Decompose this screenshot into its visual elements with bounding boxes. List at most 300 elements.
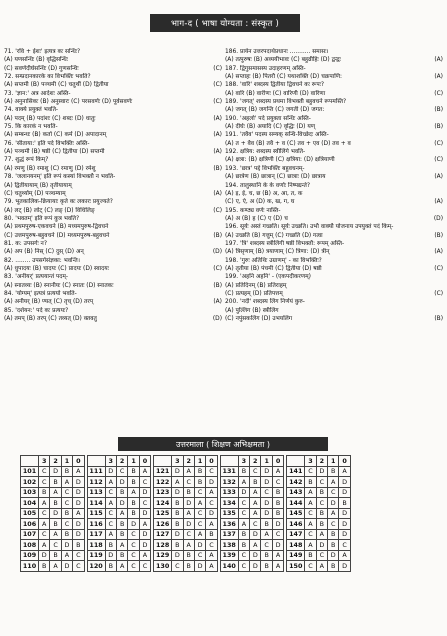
answer-cell: C bbox=[305, 466, 316, 477]
answer-cell: B bbox=[116, 519, 127, 530]
question-number-cell: 106 bbox=[21, 519, 39, 530]
question-number-cell: 123 bbox=[154, 487, 172, 498]
header-cell: 2 bbox=[183, 456, 194, 467]
answer-key bbox=[20, 455, 430, 572]
answer-letter bbox=[210, 73, 222, 81]
question-line bbox=[4, 240, 222, 248]
question-line bbox=[225, 223, 443, 231]
answer-letter bbox=[431, 298, 443, 306]
answer-letter bbox=[431, 182, 443, 190]
question-number-cell: 128 bbox=[154, 540, 172, 551]
answer-letter bbox=[431, 65, 443, 73]
answer-cell: D bbox=[172, 529, 183, 540]
answer-cell: C bbox=[128, 550, 139, 561]
answer-cell: A bbox=[61, 550, 72, 561]
answer-letter bbox=[431, 48, 443, 56]
question-text: 196. सूर्यः अस्तं गच्छति। सूर्यः उच्छति। उभौ वाक्यौ योजनाय उपयुक्तं पदं किम्- bbox=[225, 224, 394, 231]
answer-cell: C bbox=[305, 561, 316, 572]
answer-cell: C bbox=[139, 561, 150, 572]
question-line bbox=[225, 148, 443, 156]
question-number-cell: 132 bbox=[220, 477, 238, 488]
answer-cell: B bbox=[238, 466, 249, 477]
answer-cell: D bbox=[50, 508, 61, 519]
answer-cell: D bbox=[39, 550, 50, 561]
answer-cell: C bbox=[50, 540, 61, 551]
answer-cell: C bbox=[238, 561, 249, 572]
answer-letter: (D) bbox=[212, 316, 222, 322]
question-line bbox=[4, 232, 222, 240]
question-text: (A) जगत् (B) जगन्ति (C) जगती (D) जगत: bbox=[225, 107, 325, 114]
question-line bbox=[225, 207, 443, 215]
answer-letter: (A) bbox=[213, 149, 222, 156]
answer-letter: (C) bbox=[213, 207, 222, 214]
answer-cell: A bbox=[39, 540, 50, 551]
question-line bbox=[4, 207, 222, 215]
answer-cell: A bbox=[139, 550, 150, 561]
answer-cell: A bbox=[61, 477, 72, 488]
answer-cell: B bbox=[305, 477, 316, 488]
answer-cell: C bbox=[194, 508, 205, 519]
header-blank-cell bbox=[154, 456, 172, 467]
question-text: 82. ........ उपसर्गसंज्ञका: भवन्ति। bbox=[4, 257, 80, 264]
answer-cell: D bbox=[73, 498, 84, 509]
question-text: (C) ए, ऐ, अ (D) क, ख, ग, घ bbox=[225, 199, 295, 206]
question-number-cell: 114 bbox=[87, 498, 105, 509]
answer-cell: B bbox=[272, 487, 283, 498]
answer-letter: (B) bbox=[213, 165, 222, 172]
answer-key-title: उत्तरमाला ( शिक्षण अभिक्षमता ) bbox=[118, 437, 328, 451]
answer-cell: A bbox=[206, 561, 217, 572]
answer-cell: D bbox=[183, 498, 194, 509]
answer-letter bbox=[210, 307, 222, 315]
question-text: (A) स्नातव्यः (B) स्नानीयः (C) स्नातः (D) स्नातकः bbox=[4, 282, 114, 289]
question-line bbox=[4, 190, 222, 198]
question-number-cell: 110 bbox=[21, 561, 39, 572]
answer-cell: A bbox=[238, 477, 249, 488]
answer-cell: B bbox=[272, 498, 283, 509]
right-question-column bbox=[225, 48, 443, 416]
answer-cell: D bbox=[105, 466, 116, 477]
answer-cell: A bbox=[206, 550, 217, 561]
answer-cell: A bbox=[105, 477, 116, 488]
answer-cell: D bbox=[250, 561, 261, 572]
question-text: 76. 'सीताया:' इति पदे विभक्तिः अस्ति- bbox=[4, 140, 90, 147]
answer-cell: C bbox=[238, 550, 249, 561]
answer-row bbox=[21, 487, 351, 498]
answer-cell: D bbox=[261, 477, 272, 488]
answer-cell: B bbox=[316, 508, 327, 519]
answer-cell: A bbox=[238, 519, 249, 530]
answer-cell: B bbox=[116, 487, 127, 498]
question-text: 195. कण्ठ्य वर्णः नास्ति- bbox=[225, 207, 281, 214]
answer-letter bbox=[431, 115, 443, 123]
question-text: 73. 'ज्ञान:' अत्र आदेशः अस्ति- bbox=[4, 90, 71, 97]
question-number-cell: 107 bbox=[21, 529, 39, 540]
question-number-cell: 127 bbox=[154, 529, 172, 540]
answer-cell: B bbox=[328, 466, 339, 477]
question-line bbox=[225, 198, 443, 206]
header-cell: 2 bbox=[316, 456, 327, 467]
question-line bbox=[4, 315, 222, 323]
answer-cell: D bbox=[116, 477, 127, 488]
answer-cell: C bbox=[172, 561, 183, 572]
question-text: 84. 'योग्यम्' इत्यत्रं प्रत्ययो भवति- bbox=[4, 290, 77, 297]
answer-cell: A bbox=[194, 529, 205, 540]
question-text: 186. प्रायेन उत्तरपदार्थप्रधानः ........... समासः। bbox=[225, 49, 329, 55]
answer-cell: D bbox=[328, 550, 339, 561]
header-cell: 2 bbox=[116, 456, 127, 467]
answer-cell: C bbox=[206, 498, 217, 509]
question-text: (C) उत्तमपुरुष-बहुवचने (D) मध्यमपुरुष-बहुवचने bbox=[4, 232, 110, 239]
answer-letter bbox=[210, 106, 222, 114]
answer-letter: (B) bbox=[434, 232, 443, 239]
answer-letter bbox=[210, 290, 222, 298]
question-line bbox=[225, 273, 443, 281]
answer-cell: C bbox=[316, 550, 327, 561]
answer-cell: A bbox=[250, 498, 261, 509]
question-number-cell: 116 bbox=[87, 519, 105, 530]
question-line bbox=[225, 315, 443, 323]
answer-row bbox=[21, 561, 351, 572]
answer-cell: A bbox=[305, 540, 316, 551]
answer-cell: A bbox=[261, 529, 272, 540]
question-text: 197. 'त्रि' शब्दस्य स्त्रीलिंगी षष्ठी विभक्तौ: रूपम् अस्ति- bbox=[225, 240, 345, 247]
answer-cell: C bbox=[128, 540, 139, 551]
answer-cell: B bbox=[328, 529, 339, 540]
question-text: 199. 'अहनि अहनि' - (एकपदीकरणम्) bbox=[225, 274, 311, 281]
question-number-cell: 120 bbox=[87, 561, 105, 572]
answer-letter: (A) bbox=[213, 299, 222, 306]
question-line bbox=[225, 215, 443, 223]
answer-cell: C bbox=[250, 466, 261, 477]
answer-cell: C bbox=[261, 487, 272, 498]
question-text: 194. तालुस्थानि के के वर्णाः निष्पद्यन्ते? bbox=[225, 182, 310, 189]
question-line bbox=[225, 115, 443, 123]
question-text: 189. 'जगत्' शब्दस्य प्रथमा विभक्ती बहुवचने रूपमस्ति? bbox=[225, 99, 347, 106]
answer-cell: A bbox=[272, 561, 283, 572]
question-line bbox=[4, 106, 222, 114]
answer-cell: D bbox=[73, 519, 84, 530]
question-text: (C) सवर्णदीर्घसन्धिः (D) गुणसन्धिः bbox=[4, 65, 79, 72]
question-text: (A) प्रथमपुरुष-एकवचने (B) मध्यमपुरुष-द्विवचने bbox=[4, 224, 109, 231]
question-text: (A) छात्रेण (B) छात्रान् (C) छात्राः (D) छात्राय bbox=[225, 174, 326, 181]
question-number-cell: 150 bbox=[287, 561, 305, 572]
answer-cell: A bbox=[305, 487, 316, 498]
answer-cell: B bbox=[172, 519, 183, 530]
answer-cell: D bbox=[183, 519, 194, 530]
question-number-cell: 133 bbox=[220, 487, 238, 498]
answer-cell: B bbox=[50, 519, 61, 530]
answer-cell: D bbox=[250, 550, 261, 561]
question-text: (A) क्षत्रा: (B) क्षत्रिणी (C) क्षत्रिया: (D) क्षत्रियाणी bbox=[225, 157, 335, 164]
question-number-cell: 145 bbox=[287, 508, 305, 519]
question-text: (A) सम्बन्धः (B) कर्ता (C) कर्म (D) अपादानम् bbox=[4, 132, 107, 139]
answer-cell: D bbox=[261, 466, 272, 477]
header-cell: 1 bbox=[194, 456, 205, 467]
answer-letter bbox=[210, 182, 222, 190]
question-text: (A) वारि (B) वारीणः (C) वारिणी (D) वारिणा bbox=[225, 90, 326, 97]
answer-cell: C bbox=[105, 508, 116, 519]
answer-cell: C bbox=[139, 477, 150, 488]
question-number-cell: 149 bbox=[287, 550, 305, 561]
answer-key-table bbox=[20, 455, 351, 572]
answer-letter bbox=[210, 198, 222, 206]
question-text: (A) पुल्लिंग (B) स्त्रीलिंग bbox=[225, 307, 279, 314]
answer-cell: C bbox=[206, 466, 217, 477]
question-text: 192. क्षत्रिय: शब्दस्य स्वीलिंगे भवति- bbox=[225, 149, 306, 156]
answer-cell: C bbox=[250, 519, 261, 530]
answer-cell: C bbox=[194, 519, 205, 530]
answer-cell: D bbox=[73, 529, 84, 540]
answer-cell: B bbox=[116, 529, 127, 540]
question-text: (A) दीर्घः (B) अयादि (C) वृद्धिः (D) यण् bbox=[225, 124, 316, 131]
question-number-cell: 108 bbox=[21, 540, 39, 551]
question-line bbox=[4, 148, 222, 156]
answer-cell: A bbox=[73, 508, 84, 519]
answer-letter: (C) bbox=[434, 140, 443, 147]
question-number-cell: 101 bbox=[21, 466, 39, 477]
question-number-cell: 122 bbox=[154, 477, 172, 488]
answer-cell: A bbox=[250, 487, 261, 498]
answer-letter bbox=[431, 98, 443, 106]
answer-letter bbox=[431, 223, 443, 231]
answer-cell: C bbox=[272, 477, 283, 488]
answer-cell: D bbox=[116, 498, 127, 509]
question-line bbox=[225, 232, 443, 240]
answer-cell: D bbox=[339, 529, 350, 540]
question-line bbox=[4, 48, 222, 56]
answer-cell: D bbox=[194, 540, 205, 551]
question-number-cell: 146 bbox=[287, 519, 305, 530]
question-line bbox=[4, 73, 222, 81]
question-number-cell: 137 bbox=[220, 529, 238, 540]
answer-cell: C bbox=[73, 550, 84, 561]
question-number-cell: 143 bbox=[287, 487, 305, 498]
question-line bbox=[225, 81, 443, 89]
answer-cell: C bbox=[238, 508, 249, 519]
answer-cell: A bbox=[206, 519, 217, 530]
question-number-cell: 118 bbox=[87, 540, 105, 551]
header-cell: 2 bbox=[250, 456, 261, 467]
answer-letter bbox=[210, 56, 222, 64]
header-cell: 0 bbox=[206, 456, 217, 467]
question-text: 190. 'अहलो' पदे प्रयुक्ता सन्धिः अस्ति- bbox=[225, 115, 311, 122]
question-line bbox=[4, 98, 222, 106]
answer-cell: C bbox=[139, 498, 150, 509]
answer-cell: A bbox=[73, 466, 84, 477]
question-line bbox=[4, 115, 222, 123]
answer-cell: D bbox=[128, 519, 139, 530]
header-cell: 0 bbox=[339, 456, 350, 467]
answer-cell: D bbox=[105, 550, 116, 561]
question-line bbox=[4, 182, 222, 190]
header-cell: 0 bbox=[139, 456, 150, 467]
question-text: 198. 'गुरुः अतिथिः उग्राणम्' - का विभक्तिः? bbox=[225, 257, 322, 264]
answer-cell: C bbox=[183, 529, 194, 540]
answer-letter: (C) bbox=[434, 290, 443, 297]
question-text: 193. 'छात्र' पद्दे विभक्तिः बहुवचनम्- bbox=[225, 165, 305, 172]
answer-letter bbox=[210, 156, 222, 164]
answer-cell: D bbox=[316, 540, 327, 551]
question-text: (A) अनुनासिकः (B) अनुस्वारः (C) परसवर्णः (D) पूर्वसवर्णः bbox=[4, 99, 133, 106]
question-number-cell: 125 bbox=[154, 508, 172, 519]
answer-cell: B bbox=[105, 561, 116, 572]
question-text: (A) अनीयर् (B) ण्यत् (C) तृच् (D) तरप् bbox=[4, 299, 94, 306]
answer-cell: B bbox=[39, 561, 50, 572]
question-number-cell: 117 bbox=[87, 529, 105, 540]
answer-letter: (A) bbox=[213, 115, 222, 122]
answer-letter: (B) bbox=[434, 124, 443, 131]
question-text: (A) यणसन्धिः (B) वृद्धिसन्धिः bbox=[4, 57, 68, 64]
answer-cell: A bbox=[250, 508, 261, 519]
answer-cell: A bbox=[105, 498, 116, 509]
answer-cell: B bbox=[261, 550, 272, 561]
question-text: 77. शुद्धं रूपं किम्? bbox=[4, 157, 49, 164]
answer-row bbox=[21, 519, 351, 530]
answer-letter bbox=[431, 273, 443, 281]
answer-letter bbox=[210, 90, 222, 98]
answer-cell: A bbox=[305, 519, 316, 530]
question-text: (A) लट् (B) लोट् (C) लङ् (D) विधिलिङ् bbox=[4, 207, 95, 214]
question-number-cell: 105 bbox=[21, 508, 39, 519]
question-line bbox=[4, 156, 222, 164]
question-line bbox=[4, 173, 222, 181]
answer-cell: D bbox=[139, 508, 150, 519]
answer-cell: B bbox=[183, 561, 194, 572]
question-text: 188. 'वारि' शब्दस्य द्वितीया द्विवचने कः रूपः? bbox=[225, 82, 325, 89]
question-number-cell: 147 bbox=[287, 529, 305, 540]
answer-cell: D bbox=[50, 466, 61, 477]
question-line bbox=[225, 298, 443, 306]
answer-letter bbox=[431, 207, 443, 215]
question-line bbox=[4, 307, 222, 315]
answer-cell: D bbox=[261, 498, 272, 509]
answer-letter bbox=[210, 215, 222, 223]
answer-cell: C bbox=[128, 529, 139, 540]
question-line bbox=[225, 182, 443, 190]
answer-cell: B bbox=[328, 561, 339, 572]
answer-letter bbox=[210, 173, 222, 181]
answer-cell: C bbox=[105, 487, 116, 498]
header-cell: 3 bbox=[172, 456, 183, 467]
answer-cell: B bbox=[238, 540, 249, 551]
question-number-cell: 129 bbox=[154, 550, 172, 561]
question-number-cell: 141 bbox=[287, 466, 305, 477]
question-line bbox=[225, 190, 443, 198]
answer-cell: B bbox=[206, 529, 217, 540]
answer-letter: (B) bbox=[434, 107, 443, 114]
answer-cell: B bbox=[250, 477, 261, 488]
answer-cell: C bbox=[39, 529, 50, 540]
answer-letter bbox=[431, 307, 443, 315]
answer-cell: D bbox=[61, 561, 72, 572]
answer-cell: D bbox=[272, 519, 283, 530]
question-line bbox=[4, 257, 222, 265]
question-line bbox=[4, 198, 222, 206]
answer-cell: C bbox=[316, 477, 327, 488]
question-number-cell: 102 bbox=[21, 477, 39, 488]
answer-cell: C bbox=[61, 487, 72, 498]
answer-letter bbox=[210, 48, 222, 56]
answer-cell: B bbox=[172, 540, 183, 551]
answer-cell: D bbox=[73, 487, 84, 498]
header-cell: 3 bbox=[105, 456, 116, 467]
header-blank-cell bbox=[21, 456, 39, 467]
answer-cell: A bbox=[39, 498, 50, 509]
answer-cell: C bbox=[261, 540, 272, 551]
answer-cell: B bbox=[128, 466, 139, 477]
header-blank-cell bbox=[287, 456, 305, 467]
answer-cell: C bbox=[61, 498, 72, 509]
question-text: 200. 'नदी' शब्दस्य लिंग निर्णयं कुरु- bbox=[225, 299, 305, 306]
answer-cell: A bbox=[116, 540, 127, 551]
left-question-column bbox=[4, 48, 222, 416]
question-line bbox=[225, 48, 443, 56]
answer-cell: C bbox=[194, 487, 205, 498]
answer-cell: A bbox=[128, 487, 139, 498]
answer-letter bbox=[431, 165, 443, 173]
question-number-cell: 121 bbox=[154, 466, 172, 477]
question-text: (A) अ (B) ह (C) ए (D) च bbox=[225, 215, 288, 222]
question-number-cell: 111 bbox=[87, 466, 105, 477]
question-line bbox=[225, 90, 443, 98]
answer-cell: A bbox=[183, 466, 194, 477]
answer-cell: A bbox=[139, 466, 150, 477]
answer-cell: D bbox=[172, 487, 183, 498]
answer-letter: (A) bbox=[434, 174, 443, 181]
answer-letter: (A) bbox=[213, 132, 222, 139]
question-number-cell: 119 bbox=[87, 550, 105, 561]
answer-cell: A bbox=[316, 529, 327, 540]
answer-cell: B bbox=[61, 508, 72, 519]
answer-cell: D bbox=[238, 487, 249, 498]
header-cell: 3 bbox=[39, 456, 50, 467]
question-line bbox=[4, 215, 222, 223]
answer-cell: B bbox=[339, 498, 350, 509]
answer-cell: B bbox=[50, 498, 61, 509]
answer-cell: D bbox=[61, 540, 72, 551]
answer-letter: (B) bbox=[434, 316, 443, 322]
question-line bbox=[4, 223, 222, 231]
question-number-cell: 134 bbox=[220, 498, 238, 509]
header-cell: 1 bbox=[261, 456, 272, 467]
question-text: 72. सम्प्रदानकारके का विभक्तिः भवति? bbox=[4, 74, 91, 81]
answer-cell: D bbox=[272, 540, 283, 551]
answer-cell: B bbox=[50, 477, 61, 488]
question-text: 85. 'दर्शयन:' पदे कः प्रत्ययः? bbox=[4, 307, 69, 314]
question-text: 191. 'तवैव' पदस्य सम्यक् सन्धि-विच्छेदः अस्ति- bbox=[225, 132, 329, 139]
header-cell: 0 bbox=[272, 456, 283, 467]
question-line bbox=[225, 123, 443, 131]
section-header: भाग-द ( भाषा योग्यता : संस्कृत ) bbox=[150, 14, 300, 32]
answer-cell: C bbox=[73, 561, 84, 572]
answer-cell: B bbox=[194, 466, 205, 477]
answer-letter: (B) bbox=[213, 282, 222, 289]
answer-cell: C bbox=[328, 487, 339, 498]
answer-letter: (C) bbox=[213, 265, 222, 272]
question-line bbox=[225, 265, 443, 273]
answer-cell: A bbox=[139, 519, 150, 530]
question-text: 79. भूतकालिक-क्रियायाः कृते कः लकारः प्रयुज्यते? bbox=[4, 199, 113, 206]
header-cell: 3 bbox=[238, 456, 249, 467]
answer-letter: (C) bbox=[434, 265, 443, 272]
answer-cell: C bbox=[116, 466, 127, 477]
question-number-cell: 136 bbox=[220, 519, 238, 530]
question-line bbox=[225, 307, 443, 315]
answer-letter: (A) bbox=[434, 74, 443, 81]
answer-row bbox=[21, 508, 351, 519]
question-number-cell: 142 bbox=[287, 477, 305, 488]
